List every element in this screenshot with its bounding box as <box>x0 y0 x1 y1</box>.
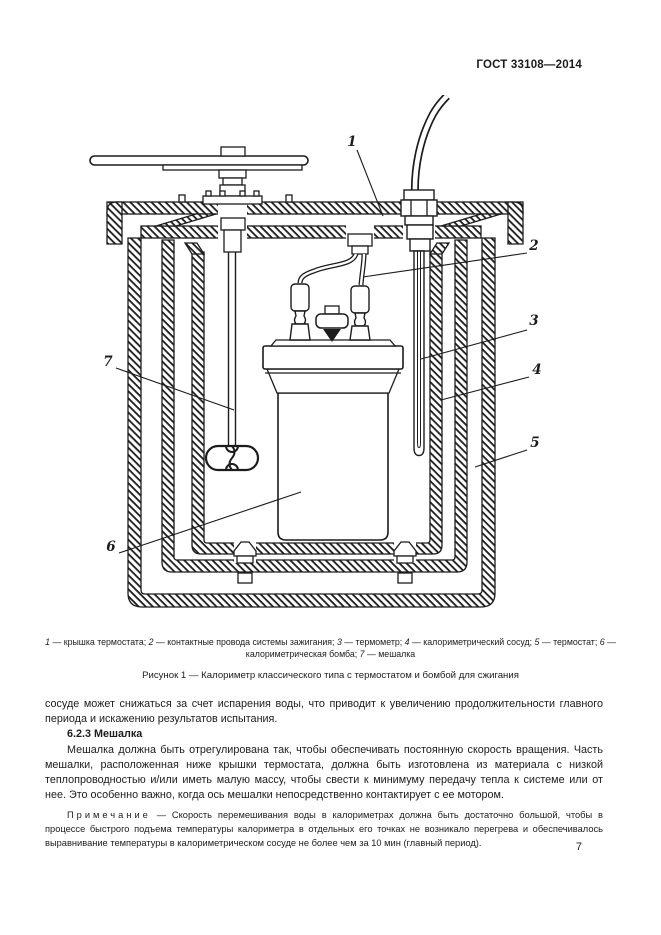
ignition-electrode-right <box>350 286 370 340</box>
page-number: 7 <box>575 841 582 853</box>
callout-7: 7 <box>103 354 113 370</box>
callout-3: 3 <box>529 313 539 329</box>
callout-6: 6 <box>106 539 116 555</box>
stirrer <box>206 252 258 470</box>
callout-4: 4 <box>532 362 542 378</box>
callout-5: 5 <box>530 435 540 451</box>
vessel-foot-left <box>234 540 256 583</box>
body-text <box>45 697 603 850</box>
bomb <box>263 340 403 540</box>
figure-legend: 1 — крышка термостата; 2 — контактные провода системы зажигания; 3 — термометр; 4 — калориметрический сосуд; 5 — термостат; 6 — калориметрическая бомба; 7 — мешалка <box>45 637 616 659</box>
callout-1: 1 <box>347 134 357 150</box>
paragraph-intro: сосуде может снижаться за счет испарения воды, что приводит к увеличению продолжительности главного периода и искажению результатов испытания. <box>45 698 603 726</box>
bomb-valve <box>316 306 348 342</box>
note-text: — Скорость перемешивания воды в калориметрах должна быть достаточно большой, чтобы в процессе быстрого подъема температуры калориметра в отдельных его точках не возникало перегрева и обеспечивалось выравнивание температуры в калориметрическом сосуде не более чем за 10 мин (главный период). <box>45 810 603 848</box>
calorimeter-diagram <box>0 95 661 635</box>
thermostat-lid <box>107 202 523 244</box>
figure-caption: Рисунок 1 — Калориметр классического типа с термостатом и бомбой для сжигания <box>142 670 519 681</box>
ignition-wires <box>300 234 372 285</box>
heading-6-2-3: 6.2.3 Мешалка <box>67 728 143 741</box>
paragraph-6-2-3: Мешалка должна быть отрегулирована так, чтобы обеспечивать постоянную скорость вращения. Часть мешалки, расположенная ниже крышки термостата, должна быть изготовлена из материала с низкой теплопроводностью и/или иметь малую массу, чтобы свести к минимуму передачу тепла к системе или от нее. Это особенно важно, когда ось мешалки непосредственно контактирует с ее мотором. <box>45 743 603 802</box>
vessel-foot-right <box>394 540 416 583</box>
callout-2: 2 <box>529 238 539 254</box>
note-label: Примечание <box>67 810 151 821</box>
ignition-electrode-left <box>290 284 310 340</box>
page-header: ГОСТ 33108—2014 <box>476 59 582 71</box>
